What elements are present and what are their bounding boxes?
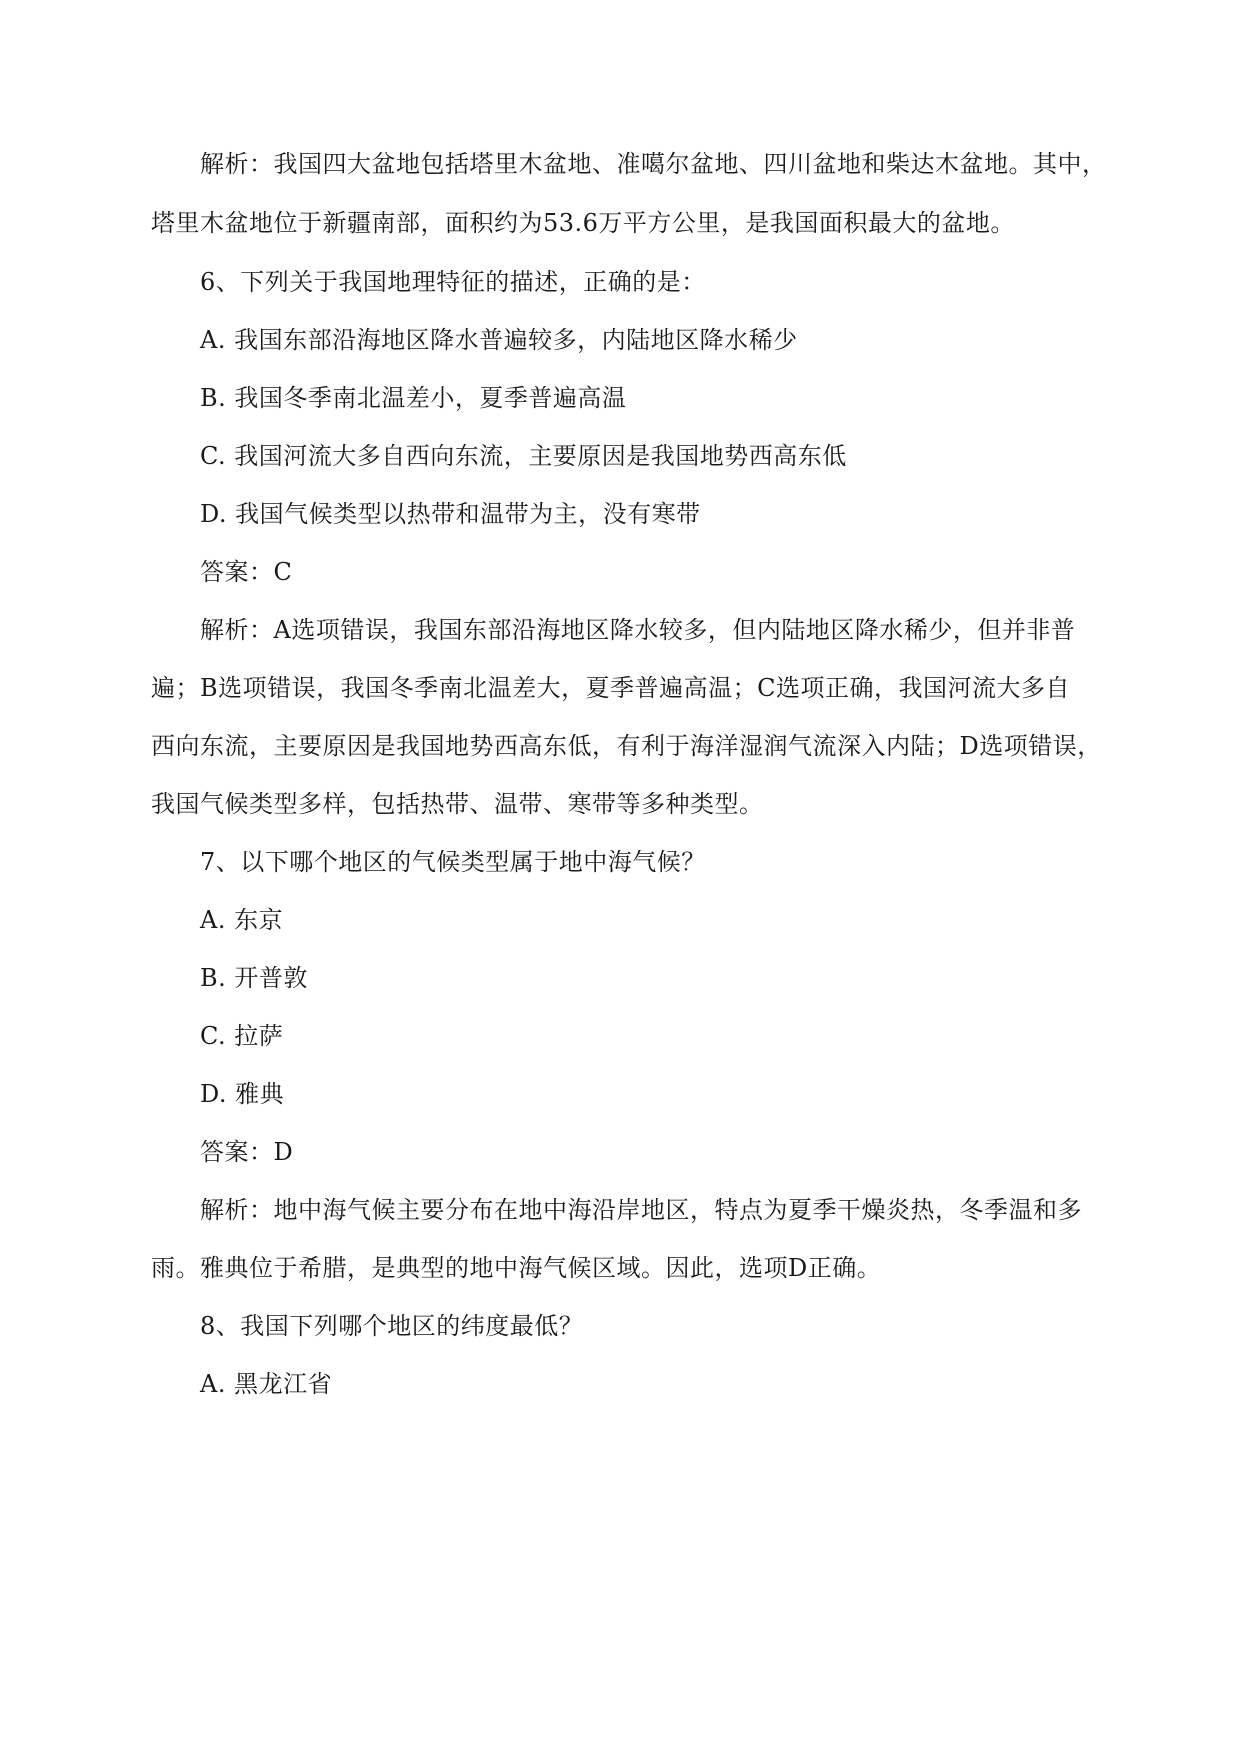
q8-option-a: A. 黑龙江省 xyxy=(200,1370,333,1398)
q6-option-d: D. 我国气候类型以热带和温带为主，没有寒带 xyxy=(200,500,701,528)
q6-question: 6、下列关于我国地理特征的描述，正确的是： xyxy=(200,268,706,296)
q5-analysis-line-2: 塔里木盆地位于新疆南部，面积约为53.6万平方公里，是我国面积最大的盆地。 xyxy=(151,209,1015,237)
q6-option-b: B. 我国冬季南北温差小，夏季普遍高温 xyxy=(200,384,627,412)
q7-option-d: D. 雅典 xyxy=(200,1080,285,1108)
q7-analysis-line-2: 雨。雅典位于希腊，是典型的地中海气候区域。因此，选项D正确。 xyxy=(151,1254,882,1282)
q5-analysis-line-1: 解析：我国四大盆地包括塔里木盆地、准噶尔盆地、四川盆地和柴达木盆地。其中， xyxy=(200,150,1107,178)
q8-question: 8、我国下列哪个地区的纬度最低？ xyxy=(200,1312,584,1340)
q7-option-c: C. 拉萨 xyxy=(200,1022,284,1050)
q6-analysis-line-4: 我国气候类型多样，包括热带、温带、寒带等多种类型。 xyxy=(151,790,764,818)
q7-option-a: A. 东京 xyxy=(200,906,284,934)
q6-option-c: C. 我国河流大多自西向东流，主要原因是我国地势西高东低 xyxy=(200,442,847,470)
q7-answer: 答案：D xyxy=(200,1138,294,1166)
q7-question: 7、以下哪个地区的气候类型属于地中海气候？ xyxy=(200,848,706,876)
q7-option-b: B. 开普敦 xyxy=(200,964,308,992)
q6-analysis-line-3: 西向东流，主要原因是我国地势西高东低，有利于海洋湿润气流深入内陆；D选项错误， xyxy=(151,732,1102,760)
q6-analysis-line-2: 遍；B选项错误，我国冬季南北温差大，夏季普遍高温；C选项正确，我国河流大多自 xyxy=(151,674,1070,702)
q6-answer: 答案：C xyxy=(200,558,293,586)
q6-analysis-line-1: 解析：A选项错误，我国东部沿海地区降水较多，但内陆地区降水稀少，但并非普 xyxy=(200,616,1076,644)
q7-analysis-line-1: 解析：地中海气候主要分布在地中海沿岸地区，特点为夏季干燥炎热，冬季温和多 xyxy=(200,1196,1082,1224)
q6-option-a: A. 我国东部沿海地区降水普遍较多，内陆地区降水稀少 xyxy=(200,326,798,354)
